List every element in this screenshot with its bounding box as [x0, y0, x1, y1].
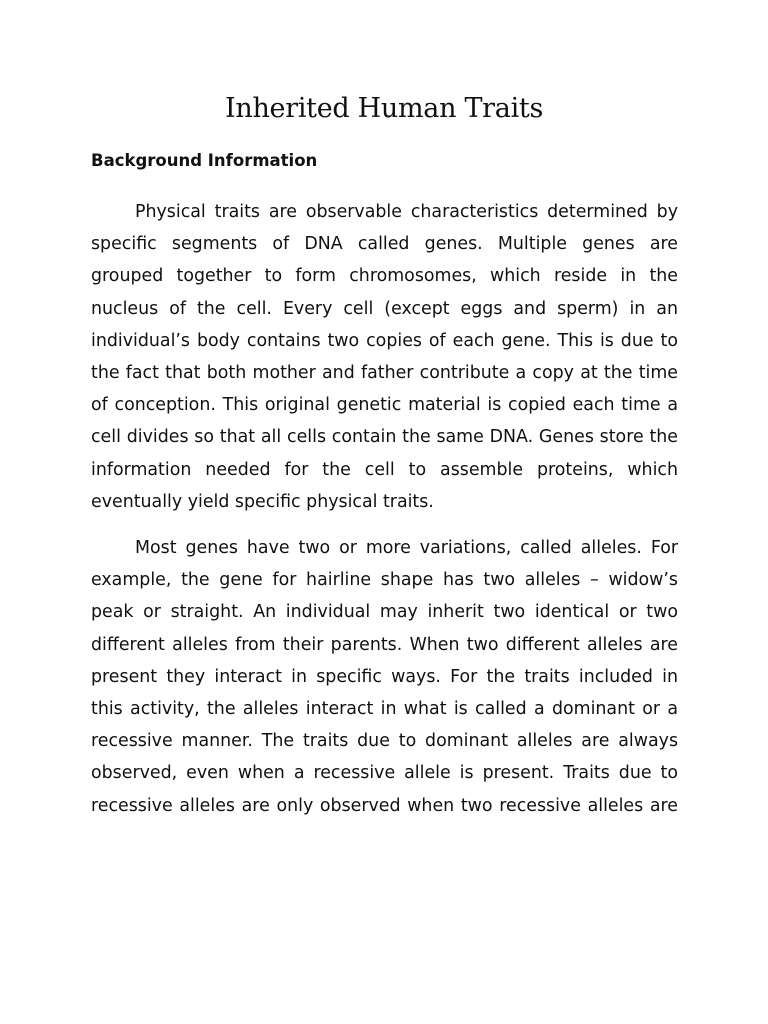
section-heading: Background Information	[91, 151, 318, 170]
document-title: Inherited Human Traits	[224, 93, 544, 124]
paragraph-2: Most genes have two or more variations, called alleles. For example, the gene for hairline shape has two alleles – widow’s peak or straight. An individual may inherit two identical or two different alleles from their parents. When two different alleles are present they interact in specific ways. For the traits included in this activity, the alleles interact in what is called a dominant or a recessive manner. The traits due to dominant alleles are always observed, even when a recessive allele is present. Traits due to recessive alleles are only observed when two recessive alleles are	[91, 538, 678, 816]
paragraph-1: Physical traits are observable characteristics determined by specific segments of DNA called genes. Multiple genes are grouped together to form chromosomes, which reside in the nucleus of the cell. Every cell (except eggs and sperm) in an individual’s body contains two copies of each gene. This is due to the fact that both mother and father contribute a copy at the time of conception. This original genetic material is copied each time a cell divides so that all cells contain the same DNA. Genes store the information needed for the cell to assemble proteins, which eventually yield specific physical traits.	[91, 202, 678, 512]
